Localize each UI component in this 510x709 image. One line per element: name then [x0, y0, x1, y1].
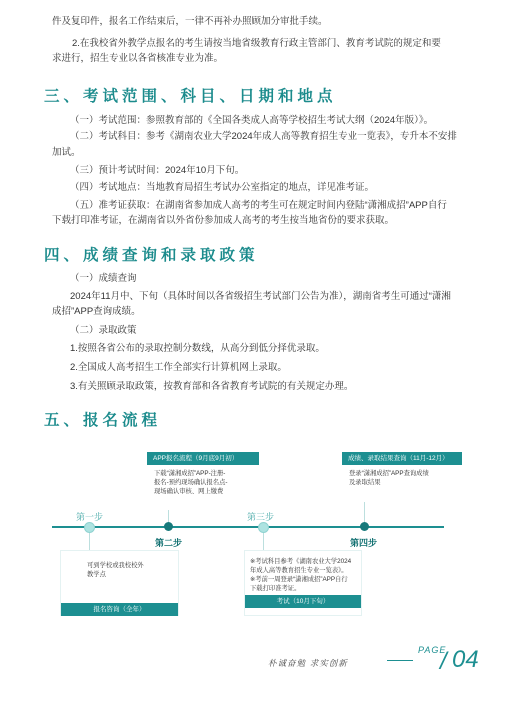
footer-slogan: 朴诚奋勉 求实创新	[268, 659, 348, 669]
result-query-box-header: 成绩、录取结果查询（11月-12月）	[342, 452, 462, 465]
app-signup-box-header: APP报名流程（9月底9月初）	[147, 452, 259, 465]
section5-title: 五、报名流程	[44, 412, 162, 429]
step3-label: 第三步	[247, 512, 275, 522]
section3-item3: （三）预计考试时间：2024年10月下旬。	[70, 165, 245, 176]
section3-item2-line2: 加试。	[52, 147, 81, 158]
section3-item5-line2: 下载打印准考证，在湖南省以外省份参加成人高考的考生按当地省份的要求获取。	[52, 215, 395, 226]
section4-sub1: （一）成绩查询	[70, 273, 137, 284]
section4-rule3: 3.有关照顾录取政策，按教育部和各省教育考试院的有关规定办理。	[70, 381, 354, 392]
page-number: 04	[452, 646, 479, 673]
app-signup-box	[147, 452, 259, 510]
step2-label: 第二步	[155, 538, 183, 548]
footer-divider	[387, 660, 413, 661]
app-signup-box-body	[147, 465, 259, 500]
section3-item1: （一）考试范围：参照教育部的《全国各类成人高等学校招生考试大纲（2024年版）》。	[70, 115, 434, 126]
app-signup-box-line1: 下载“潇湘成招”APP-注册-	[154, 470, 226, 477]
signup-consult-box-line2: 教学点	[87, 571, 106, 578]
exam-box-line1: ※考试科目参考《湖南农业大学2024	[250, 558, 352, 565]
result-query-box-line2: 及录取结果	[349, 479, 381, 486]
step4-label: 第四步	[350, 538, 378, 548]
exam-box-body	[245, 551, 361, 595]
section3-item4: （四）考试地点：当地教育局招生考试办公室指定的地点，详见准考证。	[70, 182, 375, 193]
section4-title: 四、成绩查询和录取政策	[44, 247, 259, 264]
step4-dot	[360, 522, 369, 531]
intro-para2-line1: 2.在我校省外教学点报名的考生请按当地省级教育行政主管部门、教育考试院的规定和要	[72, 38, 441, 49]
signup-consult-box-footer: 报名咨询（全年）	[61, 603, 178, 616]
step1-dot	[84, 522, 95, 533]
step2-dot	[164, 522, 173, 531]
exam-box-line2: 年成人高等教育招生专业一览表》。	[250, 567, 348, 574]
section3-item5-line1: （五）准考证获取：在湖南省参加成人高考的考生可在规定时间内登陆“潇湘成招”APP自行	[70, 200, 447, 211]
section4-rule1: 1.按照各省公布的录取控制分数线，从高分到低分择优录取。	[70, 343, 325, 354]
result-query-box-body	[342, 465, 462, 491]
section4-sub2: （二）录取政策	[70, 325, 137, 336]
timeline-line	[52, 526, 444, 528]
step3-dot	[258, 522, 269, 533]
result-query-box	[342, 452, 462, 502]
section3-title: 三、考试范围、科目、日期和地点	[44, 88, 337, 105]
section4-sub1-line1: 2024年11月中、下旬（具体时间以各省级招生考试部门公告为准），湖南省考生可通过“潇湘	[70, 291, 451, 302]
page-slash-icon: /	[440, 648, 447, 675]
exam-box-footer: 考试（10月下旬）	[245, 595, 361, 608]
intro-para2-line2: 求进行，招生专业以各省核准专业为准。	[52, 53, 224, 64]
section3-item2-line1: （二）考试科目：参考《湖南农业大学2024年成人高等教育招生专业一览表》，专升本不安排	[70, 131, 457, 142]
exam-box-line4: 下载打印准考证。	[250, 585, 301, 592]
page-label: PAGE	[418, 645, 447, 655]
signup-consult-box-line1: 可到学校或我校校外	[87, 562, 144, 569]
exam-box-line3: ※考前一周登录“潇湘成招”APP自行	[250, 576, 348, 583]
app-signup-box-line3: 现场确认审核、网上缴费	[154, 488, 224, 495]
signup-consult-box-body	[61, 551, 178, 599]
step1-label: 第一步	[76, 512, 104, 522]
section4-sub1-line2: 成招”APP查询成绩。	[52, 306, 141, 317]
section4-rule2: 2.全国成人高考招生工作全部实行计算机网上录取。	[70, 362, 287, 373]
intro-line-1: 件及复印件，报名工作结束后，一律不再补办照顾加分审批手续。	[52, 16, 328, 27]
exam-box	[244, 550, 362, 616]
signup-consult-box	[60, 550, 179, 616]
result-query-box-line1: 登录“潇湘成招”APP查询成绩	[349, 470, 429, 477]
app-signup-box-line2: 报名-预约现场确认报名点-	[154, 479, 228, 486]
